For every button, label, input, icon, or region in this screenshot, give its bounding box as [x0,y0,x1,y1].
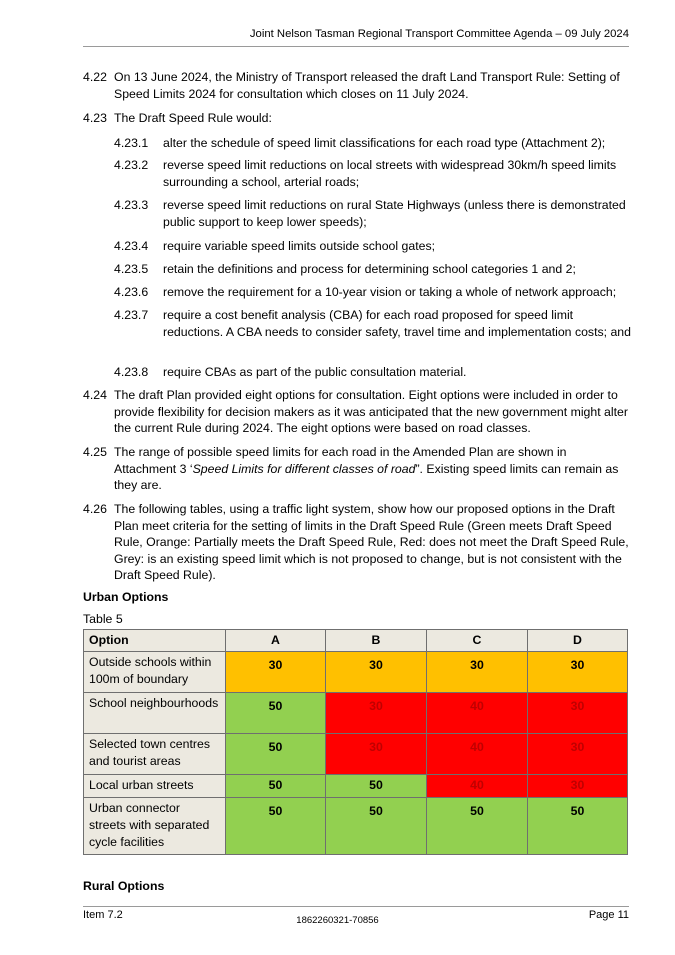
cell-b: 30 [326,693,427,734]
cell-a: 30 [226,652,326,693]
paragraph-text: The Draft Speed Rule would: [114,111,272,125]
row-label: School neighbourhoods [84,693,226,734]
paragraph-number: 4.26 [83,502,107,516]
paragraph-text: The following tables, using a traffic light system, show how our proposed options in the Draft Plan meet criteria for the setting of limits in the Draft Speed Rule (Green meets Draft Speed Rule, Orange: Partially meets the Draft Speed Rule, Red: does not meet the Draft Speed Rule, Grey: is an existing speed limit which is not proposed to change, but is not consistent with the Draft Speed Rule). [114,502,629,582]
table-row [84,775,628,798]
urban-options-table [83,629,628,855]
subitem-number: 4.23.7 [114,308,149,322]
footer-document-id: 1862260321-70856 [296,915,379,926]
header-option-b: B [326,630,427,652]
cell-d: 30 [528,652,628,693]
header-option-a: A [226,630,326,652]
paragraph-4-23 [83,110,631,127]
paragraph-number: 4.24 [83,388,107,402]
paragraph-4-22 [83,69,631,102]
cell-d: 50 [528,798,628,855]
footer-divider [83,906,629,907]
paragraph-text: The range of possible speed limits for each road in the Amended Plan are shown in Attachment 3 ‘Speed Limits for different classes of road”. Existing speed limits can remain as they are. [114,445,619,492]
cell-c: 40 [427,693,528,734]
subitem-4-23-8 [114,364,631,381]
subitem-text: alter the schedule of speed limit classifications for each road type (Attachment 2); [163,136,606,150]
cell-d: 30 [528,693,628,734]
row-label: Urban connector streets with separated cycle facilities [84,798,226,855]
cell-b: 30 [326,652,427,693]
table-caption: Table 5 [83,612,123,626]
cell-c: 40 [427,734,528,775]
header-divider [83,46,629,47]
header-option: Option [84,630,226,652]
cell-c: 30 [427,652,528,693]
row-label: Local urban streets [84,775,226,798]
paragraph-number: 4.22 [83,70,107,84]
subitem-4-23-2 [114,157,631,190]
cell-a: 50 [226,775,326,798]
footer-page-number: Page 11 [588,909,629,921]
cell-b: 30 [326,734,427,775]
paragraph-4-26 [83,501,631,584]
table-row [84,798,628,855]
urban-options-heading: Urban Options [83,590,169,604]
row-label: Outside schools within 100m of boundary [84,652,226,693]
paragraph-number: 4.23 [83,111,107,125]
cell-c: 50 [427,798,528,855]
subitem-4-23-6 [114,284,631,301]
paragraph-4-24 [83,387,631,437]
cell-b: 50 [326,775,427,798]
header-option-c: C [427,630,528,652]
cell-d: 30 [528,775,628,798]
header-option-d: D [528,630,628,652]
attachment-title: Speed Limits for different classes of road [192,461,416,476]
subitem-text: reverse speed limit reductions on local streets with widespread 30km/h speed limits surrounding a school, arterial roads; [163,158,617,189]
subitem-text: reverse speed limit reductions on rural State Highways (unless there is demonstrated public support to keep lower speeds); [163,198,626,229]
footer-item-number: Item 7.2 [83,909,123,921]
cell-a: 50 [226,734,326,775]
subitem-text: remove the requirement for a 10-year vision or taking a whole of network approach; [163,285,617,299]
row-label: Selected town centres and tourist areas [84,734,226,775]
paragraph-4-25 [83,444,631,494]
subitem-number: 4.23.8 [114,365,149,379]
page-header: Joint Nelson Tasman Regional Transport Committee Agenda – 09 July 2024 [249,28,629,40]
subitem-4-23-3 [114,197,631,230]
paragraph-number: 4.25 [83,445,107,459]
table-row [84,693,628,734]
subitem-text: require a cost benefit analysis (CBA) for each road proposed for speed limit reductions. A CBA needs to consider safety, travel time and implementation costs; and [163,308,631,339]
subitem-4-23-1 [114,135,631,152]
paragraph-text: On 13 June 2024, the Ministry of Transport released the draft Land Transport Rule: Setting of Speed Limits 2024 for consultation which closes on 11 July 2024. [114,70,620,101]
subitem-number: 4.23.5 [114,262,149,276]
table-header-row [84,630,628,652]
subitem-number: 4.23.3 [114,198,149,212]
cell-c: 40 [427,775,528,798]
paragraph-text: The draft Plan provided eight options for consultation. Eight options were included in order to provide flexibility for decision makers as it was anticipated that the new government might alter the current Rule during 2024. The eight options were based on road classes. [114,388,628,435]
subitem-number: 4.23.4 [114,239,149,253]
subitem-number: 4.23.6 [114,285,149,299]
subitem-text: require variable speed limits outside school gates; [163,239,436,253]
subitem-number: 4.23.2 [114,158,149,172]
subitem-4-23-7 [114,307,631,340]
rural-options-heading: Rural Options [83,879,165,893]
table-row [84,652,628,693]
cell-a: 50 [226,798,326,855]
subitem-number: 4.23.1 [114,136,149,150]
cell-d: 30 [528,734,628,775]
subitem-4-23-5 [114,261,631,278]
subitem-text: require CBAs as part of the public consultation material. [163,365,467,379]
table-row [84,734,628,775]
cell-b: 50 [326,798,427,855]
cell-a: 50 [226,693,326,734]
subitem-text: retain the definitions and process for determining school categories 1 and 2; [163,262,576,276]
subitem-4-23-4 [114,238,631,255]
